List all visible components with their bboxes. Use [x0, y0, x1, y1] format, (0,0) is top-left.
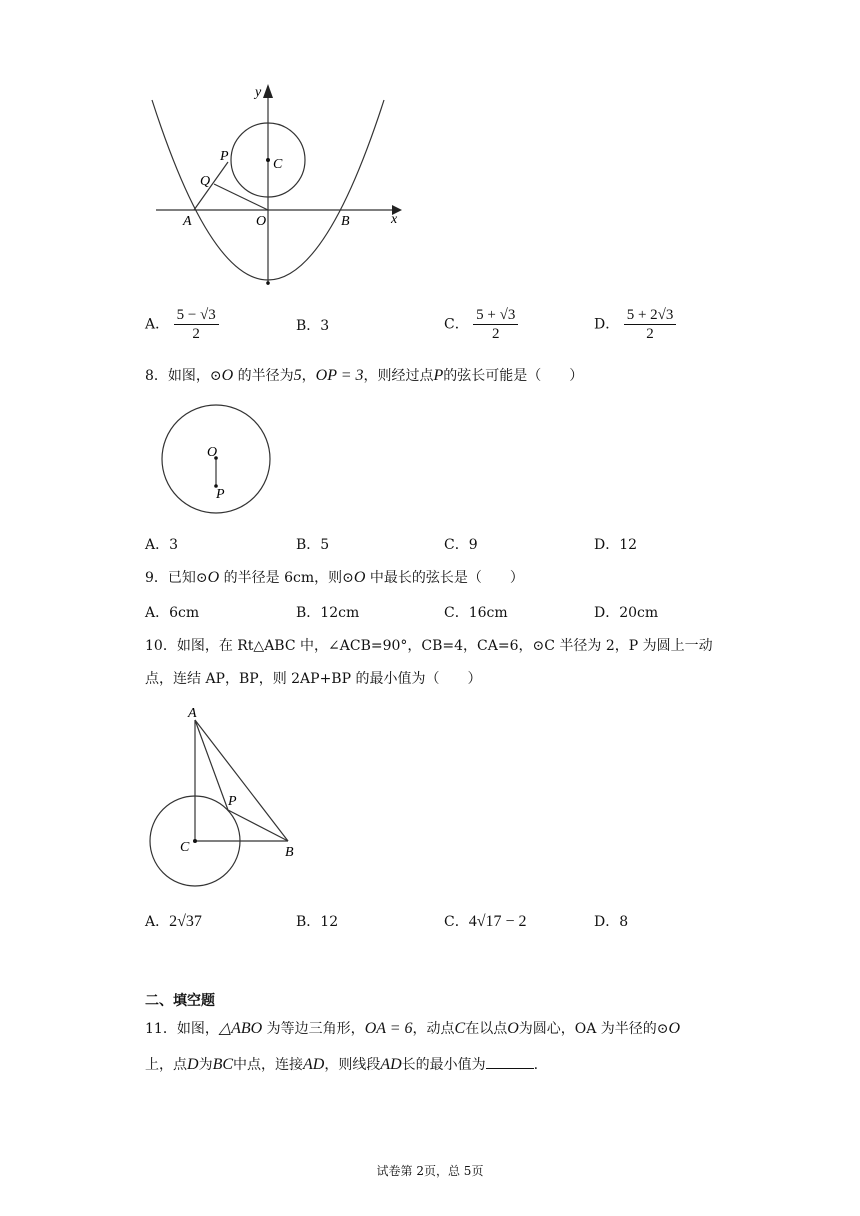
- label-p: P: [216, 487, 225, 502]
- q10-stem-line2: 点，连结 AP，BP，则 2AP+BP 的最小值为（ ）: [145, 671, 482, 687]
- q8-option-d[interactable]: D．12: [594, 537, 638, 553]
- label-a: A: [188, 706, 197, 721]
- q10-option-b[interactable]: B．12: [296, 914, 339, 930]
- q8-option-a[interactable]: A．3: [145, 537, 179, 553]
- label-p: P: [220, 149, 229, 164]
- label-x: x: [391, 212, 398, 227]
- figure-q8-circle: [158, 400, 278, 520]
- y-axis-arrow: [263, 84, 273, 98]
- point-c-dot: [193, 839, 197, 843]
- q10-stem-line1: 10．如图，在 Rt△ABC 中，∠ACB=90°，CB=4，CA=6，⊙C 半径为 2，P 为圆上一动: [145, 638, 713, 654]
- option-letter: C．: [444, 316, 469, 333]
- option-fraction: $\frac{5 + 2√3}{2}$: [624, 306, 677, 343]
- label-q: Q: [200, 174, 211, 189]
- label-b: B: [285, 845, 294, 860]
- label-o: O: [256, 214, 267, 229]
- q10-option-a[interactable]: A．2√37: [145, 913, 202, 930]
- q8-stem: 8．如图，⊙O 的半径为5，OP = 3，则经过点P的弦长可能是（ ）: [145, 367, 584, 384]
- q7-option-a[interactable]: [145, 306, 219, 343]
- segment-ab: [195, 720, 288, 841]
- q11-stem-line1: 11．如图，△ABO 为等边三角形，OA = 6，动点C在以点O为圆心，OA 为半径的⊙O: [145, 1020, 681, 1037]
- q9-option-b[interactable]: B．12cm: [296, 605, 360, 621]
- q9-option-c[interactable]: C．16cm: [444, 605, 508, 621]
- center-c-dot: [266, 158, 270, 162]
- option-letter: B．: [296, 318, 321, 334]
- label-c: C: [180, 840, 190, 855]
- q10-option-c[interactable]: C．4√17 − 2: [444, 913, 527, 930]
- q11-stem-line2: 上，点D为BC中点，连接AD，则线段AD长的最小值为 .: [145, 1056, 539, 1073]
- q7-option-c[interactable]: [444, 306, 518, 343]
- segment-oq: [214, 184, 268, 210]
- q8-option-b[interactable]: B．5: [296, 537, 330, 553]
- answer-blank[interactable]: [486, 1054, 534, 1069]
- label-y: y: [255, 85, 262, 100]
- q10-option-d[interactable]: D．8: [594, 914, 629, 930]
- label-b: B: [341, 214, 350, 229]
- label-o: O: [207, 445, 218, 460]
- option-letter: A．: [145, 316, 170, 333]
- figure-q7-parabola: [140, 80, 420, 295]
- section-title-fill-in: 二、填空题: [145, 993, 215, 1009]
- q7-option-d[interactable]: [594, 306, 676, 343]
- q9-option-a[interactable]: A．6cm: [145, 605, 200, 621]
- option-letter: D．: [594, 316, 620, 333]
- option-text: 3: [320, 318, 330, 334]
- q7-option-b[interactable]: [296, 316, 329, 336]
- q9-stem: 9．已知⊙O 的半径是 6cm，则⊙O 中最长的弦长是（ ）: [145, 569, 524, 586]
- figure-q10-triangle: [140, 700, 320, 895]
- label-p: P: [228, 794, 237, 809]
- q9-option-d[interactable]: D．20cm: [594, 605, 659, 621]
- page-footer: 试卷第 2页，总 5页: [376, 1164, 484, 1178]
- label-c: C: [273, 157, 283, 172]
- q8-option-c[interactable]: C．9: [444, 537, 478, 553]
- option-fraction: $\frac{5 - √3}{2}$: [174, 306, 219, 343]
- option-fraction: $\frac{5 + √3}{2}$: [473, 306, 518, 343]
- vertex-dot: [266, 281, 270, 285]
- label-a: A: [183, 214, 192, 229]
